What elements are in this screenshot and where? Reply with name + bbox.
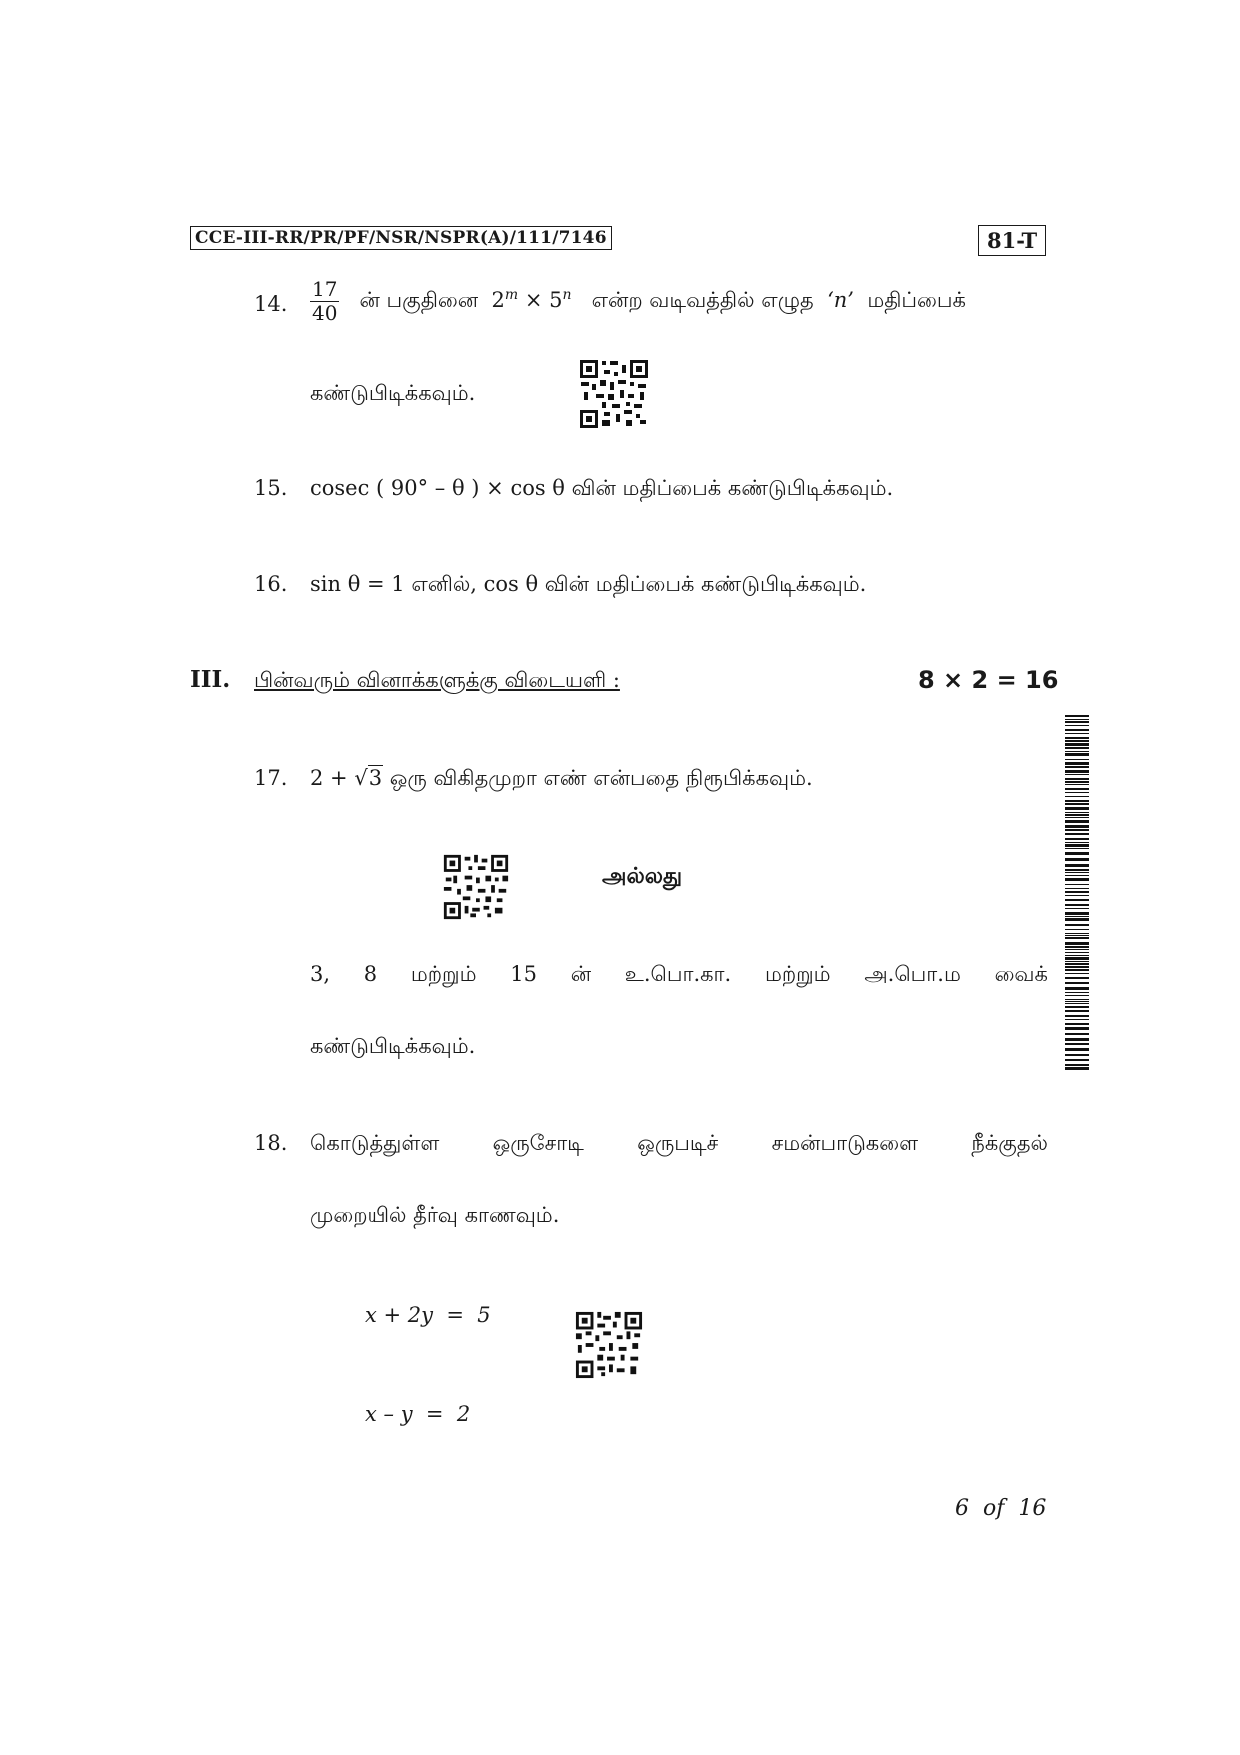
- barcode-stripe: [1065, 1001, 1089, 1002]
- question-14-text-b: என்ற வடிவத்தில் எழுத: [591, 288, 814, 312]
- barcode-stripe: [1065, 751, 1089, 752]
- barcode-stripe: [1065, 740, 1089, 742]
- barcode-stripe: [1065, 833, 1089, 835]
- barcode-stripe: [1065, 807, 1089, 810]
- barcode-stripe: [1065, 848, 1089, 849]
- barcode-stripe: [1065, 1038, 1089, 1041]
- power-of-two: [492, 288, 519, 312]
- barcode-stripe: [1065, 1010, 1089, 1012]
- barcode-stripe: [1065, 995, 1089, 996]
- barcode-stripe: [1065, 982, 1089, 984]
- barcode-stripe: [1065, 1033, 1089, 1035]
- barcode-stripe: [1065, 762, 1089, 765]
- alt-word: ன்: [570, 962, 592, 986]
- barcode-icon: [1065, 715, 1089, 1071]
- barcode-stripe: [1065, 715, 1089, 717]
- barcode-stripe: [1065, 891, 1089, 893]
- barcode-stripe: [1065, 963, 1089, 965]
- barcode-stripe: [1065, 814, 1089, 816]
- barcode-stripe: [1065, 869, 1089, 871]
- section-title: பின்வரும் வினாக்களுக்கு விடையளி :: [254, 668, 620, 692]
- section-marks: 8 × 2 = 16: [918, 666, 1059, 694]
- exponent-n: n: [562, 287, 572, 303]
- barcode-stripe: [1065, 888, 1089, 889]
- qr-code-icon: [442, 853, 510, 921]
- barcode-stripe: [1065, 719, 1089, 720]
- barcode-stripe: [1065, 774, 1089, 775]
- barcode-stripe: [1065, 1019, 1089, 1020]
- barcode-stripe: [1065, 957, 1089, 960]
- q18-word: ஒருபடிச்: [637, 1131, 719, 1155]
- barcode-stripe: [1065, 781, 1089, 783]
- q18-word: நீக்குதல்: [971, 1131, 1048, 1155]
- equation-1: x + 2y = 5: [365, 1303, 491, 1327]
- barcode-stripe: [1065, 858, 1089, 861]
- base-2: 2: [491, 288, 505, 312]
- question-14-text-c: மதிப்பைக்: [867, 288, 966, 312]
- barcode-stripe: [1065, 820, 1089, 823]
- barcode-stripe: [1065, 1064, 1089, 1066]
- question-14-line1: [310, 278, 966, 325]
- question-15-text: cosec ( 90° – θ ) × cos θ வின் மதிப்பைக் கண்டுபிடிக்கவும்.: [310, 476, 894, 500]
- barcode-stripe: [1065, 747, 1089, 749]
- exam-code: CCE-III-RR/PR/PF/NSR/NSPR(A)/111/7146: [190, 226, 612, 250]
- question-18-line2: முறையில் தீர்வு காணவும்.: [310, 1203, 560, 1227]
- barcode-stripe: [1065, 918, 1089, 921]
- barcode-stripe: [1065, 788, 1089, 790]
- power-of-five: [549, 288, 571, 312]
- question-14-text-a: ன் பகுதினை: [359, 288, 479, 312]
- question-17-alt-line1: [310, 962, 1048, 989]
- barcode-stripe: [1065, 916, 1089, 917]
- barcode-stripe: [1065, 884, 1089, 885]
- barcode-stripe: [1065, 766, 1089, 768]
- barcode-stripe: [1065, 1048, 1089, 1051]
- barcode-stripe: [1065, 796, 1089, 797]
- barcode-stripe: [1065, 875, 1089, 876]
- barcode-stripe: [1065, 924, 1089, 926]
- barcode-stripe: [1065, 838, 1089, 840]
- alt-word: மற்றும்: [410, 962, 477, 986]
- question-14-line2: கண்டுபிடிக்கவும்.: [310, 381, 476, 405]
- barcode-stripe: [1065, 899, 1089, 901]
- barcode-stripe: [1065, 842, 1089, 843]
- barcode-stripe: [1065, 942, 1089, 945]
- barcode-stripe: [1065, 770, 1089, 773]
- barcode-stripe: [1065, 864, 1089, 867]
- q18-word: ஒருசோடி: [492, 1131, 584, 1155]
- variable-n: ‘n’: [827, 288, 854, 312]
- question-number-15: 15.: [254, 476, 288, 500]
- barcode-stripe: [1065, 969, 1089, 971]
- barcode-stripe: [1065, 961, 1089, 962]
- exponent-m: m: [504, 287, 519, 303]
- alt-word: மற்றும்: [764, 962, 831, 986]
- qr-code-icon: [574, 1310, 644, 1380]
- barcode-stripe: [1065, 725, 1089, 726]
- base-5: 5: [549, 288, 563, 312]
- paper-code: 81-T: [978, 225, 1046, 256]
- barcode-stripe: [1065, 912, 1089, 915]
- q18-word: கொடுத்துள்ள: [310, 1131, 440, 1155]
- question-17-alt-line2: கண்டுபிடிக்கவும்.: [310, 1034, 476, 1058]
- barcode-stripe: [1065, 1006, 1089, 1008]
- barcode-stripe: [1065, 737, 1089, 739]
- barcode-stripe: [1065, 1059, 1089, 1061]
- barcode-stripe: [1065, 1023, 1089, 1025]
- alt-word: 3,: [310, 962, 331, 986]
- barcode-stripe: [1065, 784, 1089, 785]
- barcode-stripe: [1065, 935, 1089, 936]
- alt-word: வைக்: [994, 962, 1048, 986]
- question-number-18: 18.: [254, 1131, 288, 1155]
- barcode-stripe: [1065, 829, 1089, 831]
- barcode-stripe: [1065, 908, 1089, 909]
- fraction-17-40: [310, 278, 339, 325]
- barcode-stripe: [1065, 803, 1089, 805]
- barcode-stripe: [1065, 1027, 1089, 1030]
- fraction-numerator: 17: [312, 277, 338, 301]
- alt-word: உ.பொ.கா.: [624, 962, 732, 986]
- question-17-text-b: ஒரு விகிதமுறா எண் என்பதை நிரூபிக்கவும்.: [383, 766, 813, 790]
- radicand: 3: [368, 766, 383, 790]
- equation-2: x – y = 2: [365, 1402, 471, 1426]
- question-number-16: 16.: [254, 572, 288, 596]
- barcode-stripe: [1065, 800, 1089, 802]
- question-number-14: 14.: [254, 292, 288, 316]
- barcode-stripe: [1065, 949, 1089, 950]
- times-symbol: ×: [524, 288, 543, 312]
- question-18-line1: [310, 1131, 1048, 1158]
- barcode-stripe: [1065, 825, 1089, 828]
- alt-word: அ.பொ.ம: [864, 962, 961, 986]
- barcode-stripe: [1065, 973, 1089, 974]
- barcode-stripe: [1065, 812, 1089, 813]
- barcode-stripe: [1065, 878, 1089, 881]
- q18-word: சமன்பாடுகளை: [771, 1131, 919, 1155]
- barcode-stripe: [1065, 992, 1089, 993]
- barcode-stripe: [1065, 937, 1089, 939]
- barcode-stripe: [1065, 946, 1089, 948]
- qr-code-icon: [578, 358, 650, 430]
- barcode-stripe: [1065, 1015, 1089, 1017]
- alt-word: 8: [363, 962, 378, 986]
- barcode-stripe: [1065, 872, 1089, 873]
- barcode-stripe: [1065, 952, 1089, 953]
- barcode-stripe: [1065, 721, 1089, 723]
- question-17-text-a: 2 +: [310, 766, 355, 790]
- or-separator: அல்லது: [602, 863, 683, 889]
- barcode-stripe: [1065, 743, 1089, 746]
- barcode-stripe: [1065, 817, 1089, 818]
- question-number-17: 17.: [254, 766, 288, 790]
- alt-word: 15: [510, 962, 537, 986]
- page-number: 6 of 16: [955, 1496, 1047, 1521]
- barcode-stripe: [1065, 966, 1089, 968]
- barcode-stripe: [1065, 733, 1089, 734]
- barcode-stripe: [1065, 1067, 1089, 1070]
- barcode-stripe: [1065, 895, 1089, 896]
- barcode-stripe: [1065, 999, 1089, 1000]
- barcode-stripe: [1065, 1043, 1089, 1045]
- barcode-stripe: [1065, 852, 1089, 855]
- barcode-stripe: [1065, 1054, 1089, 1056]
- question-16-text: sin θ = 1 எனில், cos θ வின் மதிப்பைக் கண்டுபிடிக்கவும்.: [310, 572, 867, 596]
- barcode-stripe: [1065, 792, 1089, 793]
- barcode-stripe: [1065, 759, 1089, 760]
- barcode-stripe: [1065, 929, 1089, 930]
- barcode-stripe: [1065, 933, 1089, 934]
- question-17-text: [310, 766, 813, 791]
- barcode-stripe: [1065, 1003, 1089, 1004]
- barcode-stripe: [1065, 987, 1089, 990]
- square-root: √3: [354, 766, 383, 790]
- barcode-stripe: [1065, 729, 1089, 731]
- fraction-denominator: 40: [312, 301, 338, 325]
- barcode-stripe: [1065, 778, 1089, 780]
- barcode-stripe: [1065, 955, 1089, 956]
- barcode-stripe: [1065, 844, 1089, 847]
- section-roman: III.: [190, 666, 231, 693]
- barcode-stripe: [1065, 977, 1089, 979]
- barcode-stripe: [1065, 904, 1089, 906]
- barcode-stripe: [1065, 753, 1089, 756]
